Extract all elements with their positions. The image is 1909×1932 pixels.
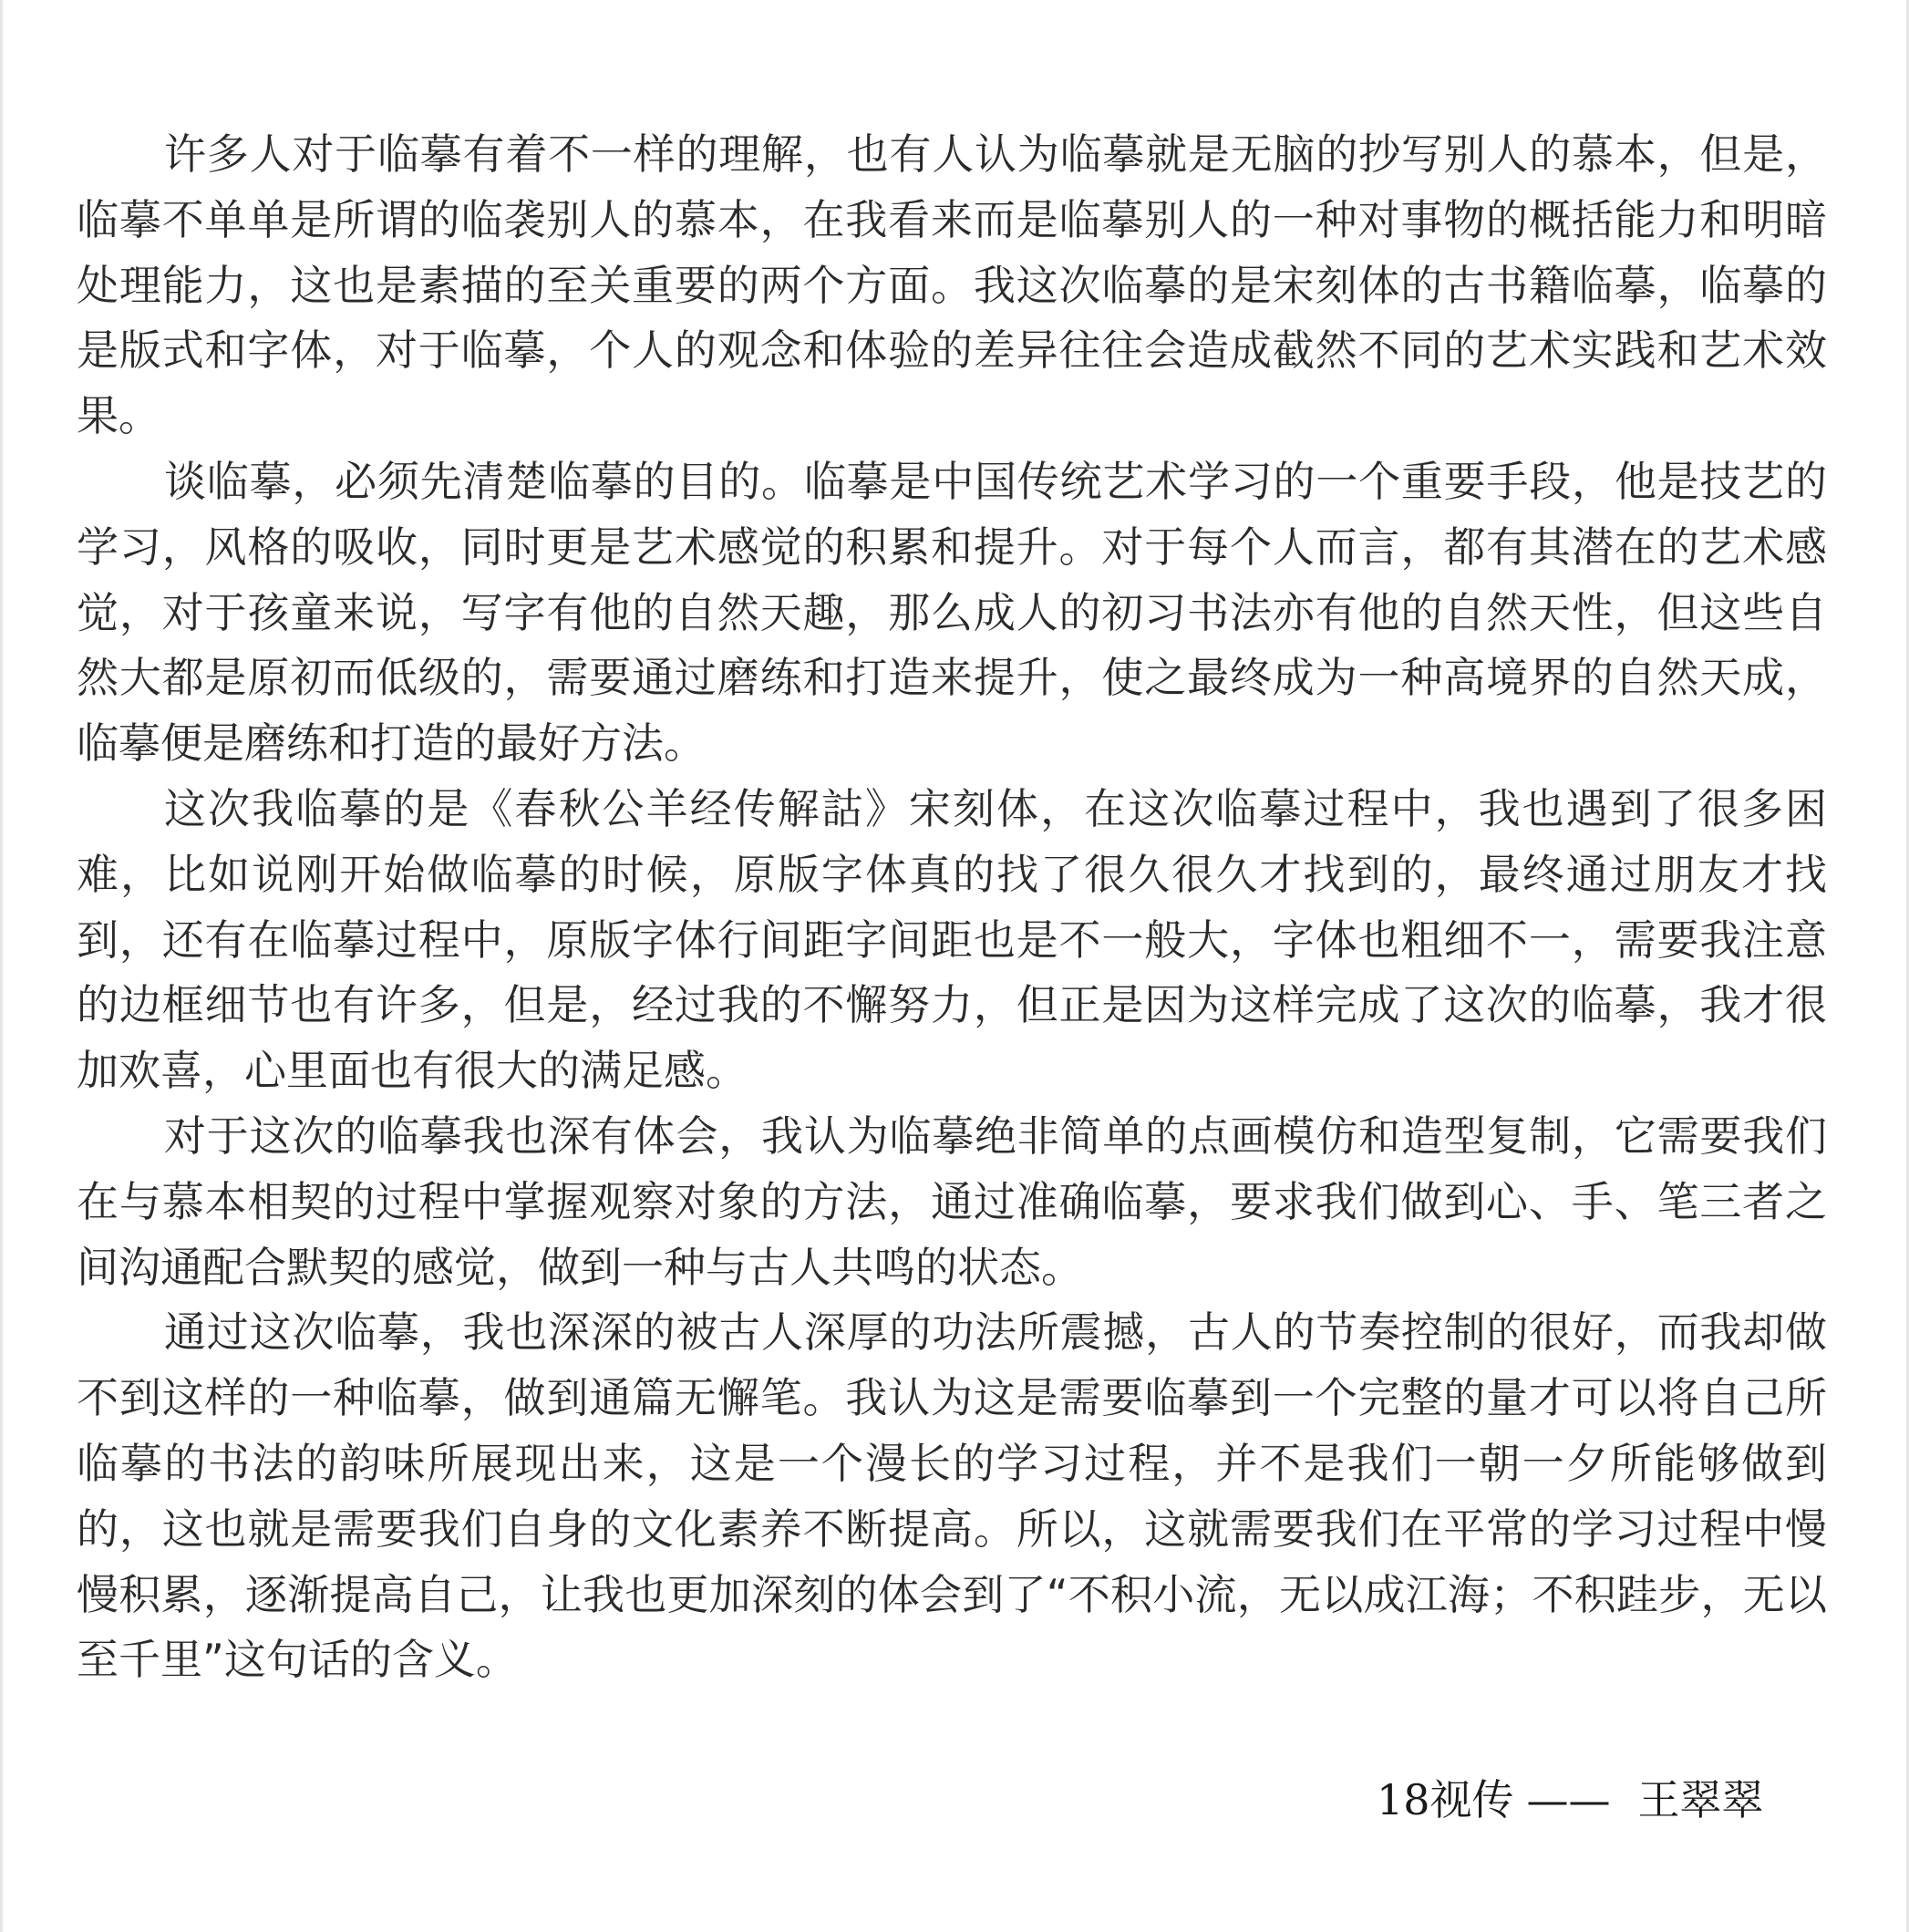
paragraph-4: 对于这次的临摹我也深有体会，我认为临摹绝非简单的点画模仿和造型复制，它需要我们在与慕本相契的过程中掌握观察对象的方法，通过准确临摹，要求我们做到心、手、笔三者之间沟通配合默契的感觉，做到一种与古人共鸣的状态。 bbox=[77, 1111, 1827, 1292]
paragraph-3: 这次我临摹的是《春秋公羊经传解詁》宋刻体，在这次临摹过程中，我也遇到了很多困难，比如说刚开始做临摹的时候，原版字体真的找了很久很久才找到的，最终通过朋友才找到，还有在临摹过程中，原版字体行间距字间距也是不一般大，字体也粗细不一，需要我注意的边框细节也有许多，但是，经过我的不懈努力，但正是因为这样完成了这次的临摹，我才很加欢喜，心里面也有很大的满足感。 bbox=[77, 783, 1827, 1096]
essay-body bbox=[77, 122, 1827, 1693]
paragraph-1: 许多人对于临摹有着不一样的理解，也有人认为临摹就是无脑的抄写别人的慕本，但是，临摹不单单是所谓的临袭别人的慕本，在我看来而是临摹别人的一种对事物的概括能力和明暗处理能力，这也是素描的至关重要的两个方面。我这次临摹的是宋刻体的古书籍临摹，临摹的是版式和字体，对于临摹，个人的观念和体验的差异往往会造成截然不同的艺术实践和艺术效果。 bbox=[77, 129, 1827, 441]
signature-dash: —— bbox=[1526, 1775, 1611, 1824]
signature-line bbox=[1377, 1772, 1764, 1828]
signature-class: 18视传 bbox=[1377, 1775, 1514, 1824]
paragraph-2: 谈临摹，必须先清楚临摹的目的。临摹是中国传统艺术学习的一个重要手段，他是技艺的学习，风格的吸收，同时更是艺术感觉的积累和提升。对于每个人而言，都有其潜在的艺术感觉，对于孩童来说，写字有他的自然天趣，那么成人的初习书法亦有他的自然天性，但这些自然大都是原初而低级的，需要通过磨练和打造来提升，使之最终成为一种高境界的自然天成，临摹便是磨练和打造的最好方法。 bbox=[77, 456, 1827, 769]
paragraph-5: 通过这次临摹，我也深深的被古人深厚的功法所震撼，古人的节奏控制的很好，而我却做不到这样的一种临摹，做到通篇无懈笔。我认为这是需要临摹到一个完整的量才可以将自己所临摹的书法的韵味所展现出来，这是一个漫长的学习过程，并不是我们一朝一夕所能够做到的，这也就是需要我们自身的文化素养不断提高。所以，这就需要我们在平常的学习过程中慢慢积累，逐渐提高自己，让我也更加深刻的体会到了“不积小流，无以成江海；不积跬步，无以至千里”这句话的含义。 bbox=[77, 1307, 1827, 1685]
signature-author: 王翠翠 bbox=[1637, 1775, 1764, 1824]
page-left-edge bbox=[0, 0, 3, 1932]
